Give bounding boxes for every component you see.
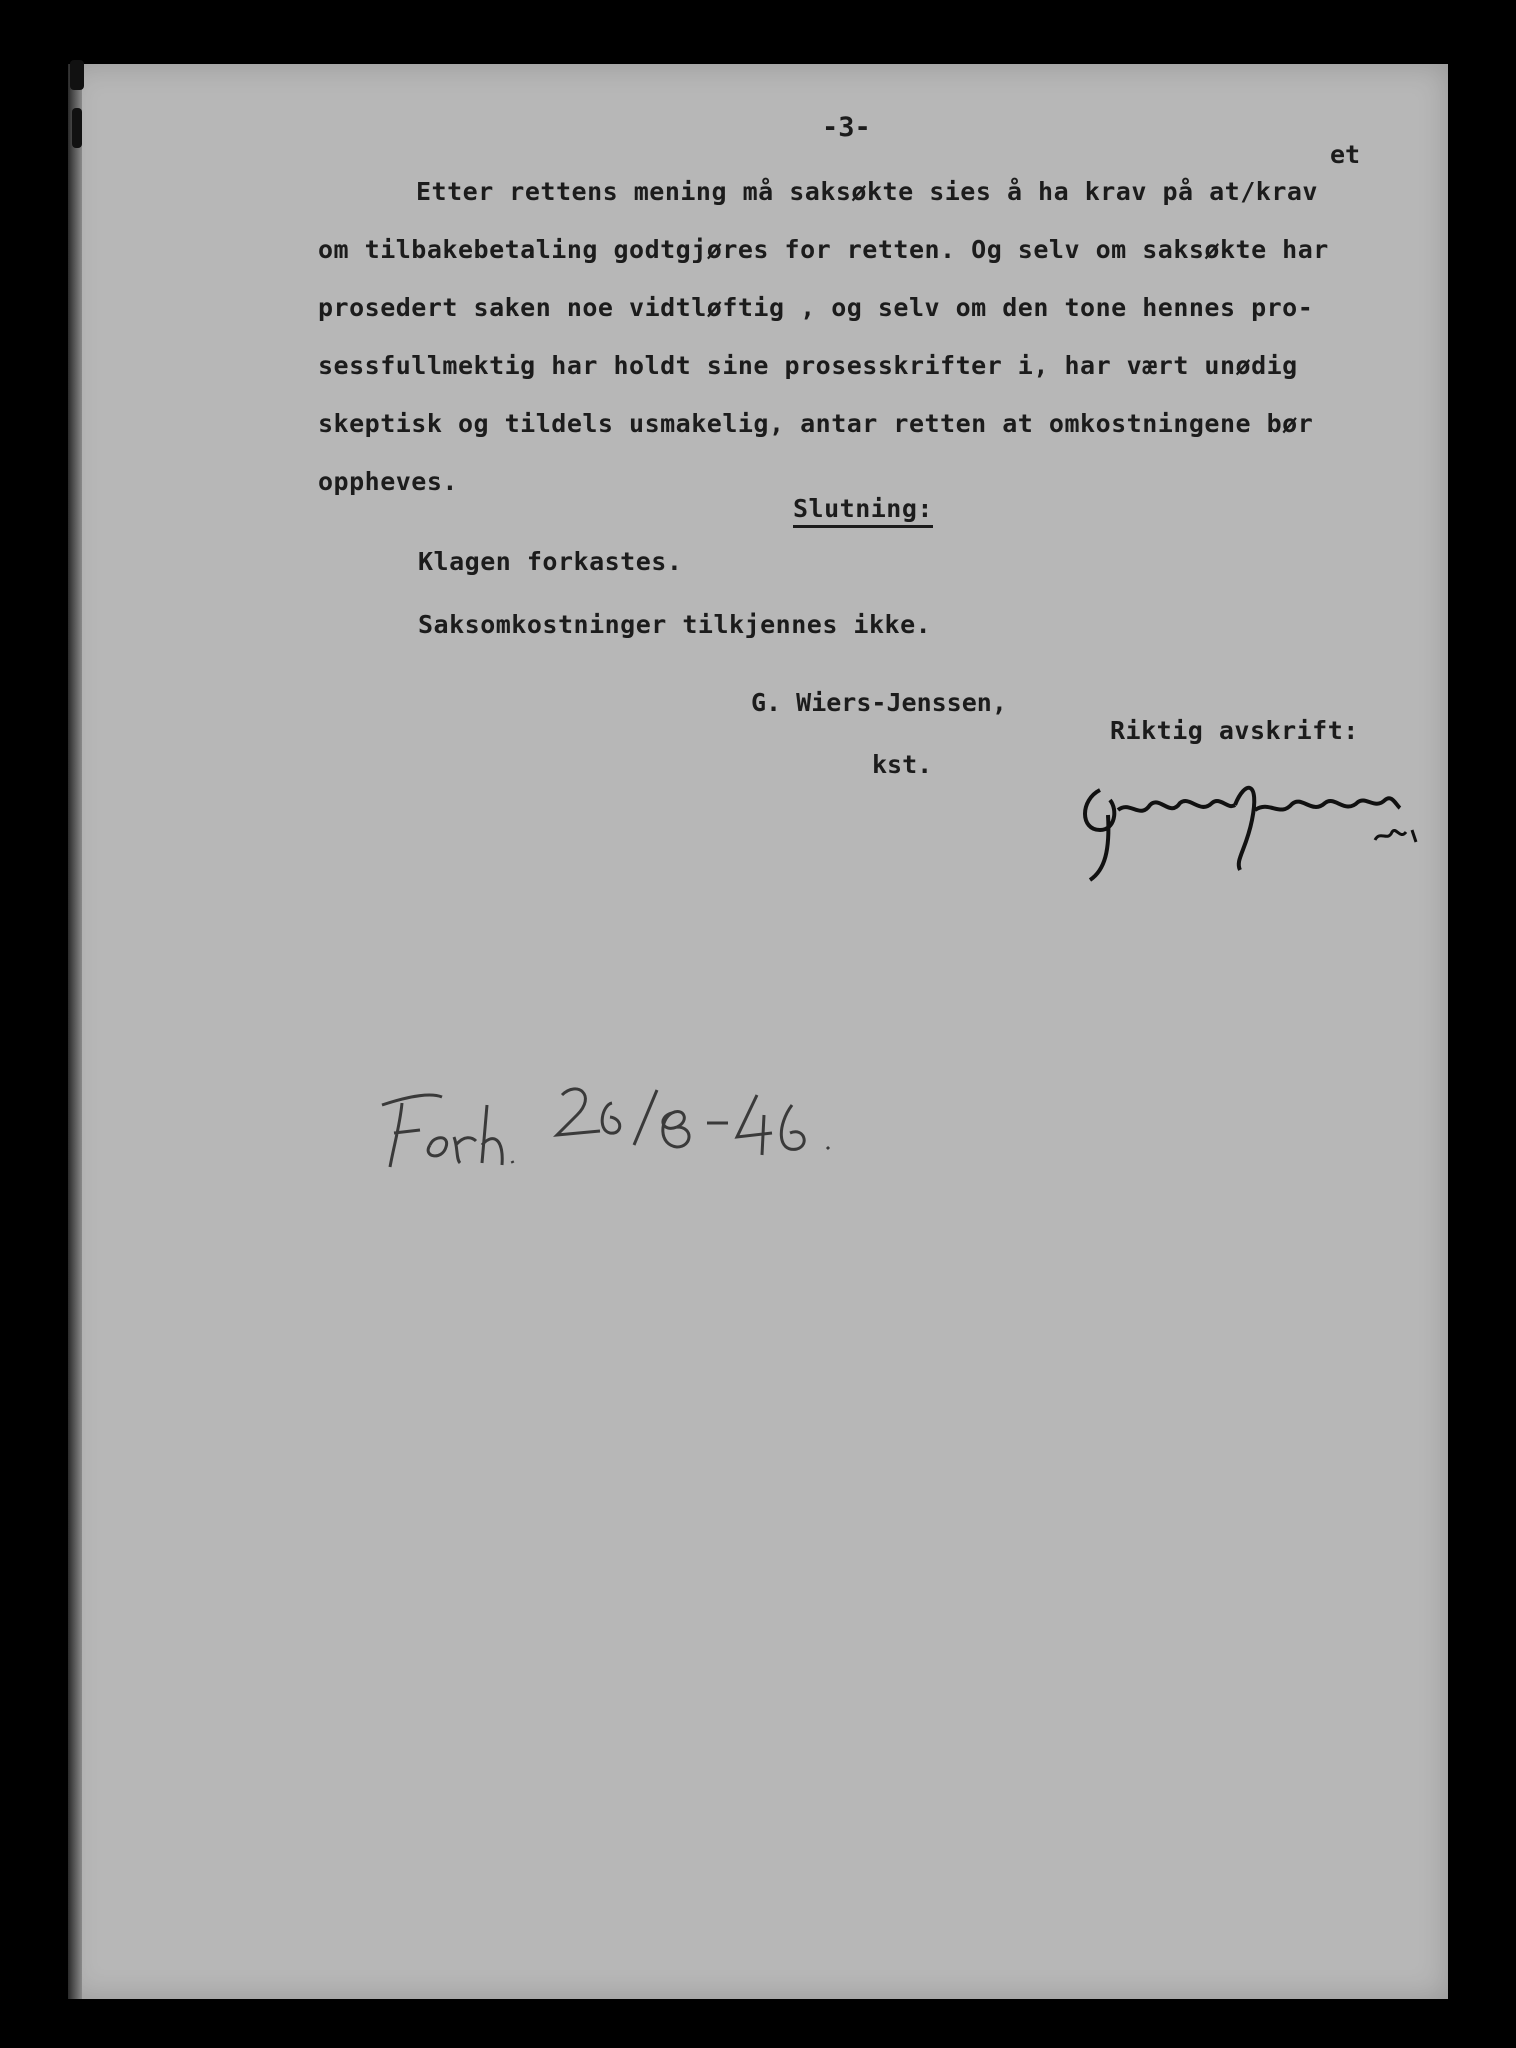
signer-name: G. Wiers-Jenssen, [751,688,1007,717]
ruling-line: Klagen forkastes. [418,547,683,576]
ruling-heading: Slutning: [793,494,933,528]
page-left-edge [68,64,82,1999]
paragraph-line: sessfullmektig har holdt sine prosesskrifter i, har vært unødig [318,351,1298,380]
page-number: -3- [822,112,871,143]
binding-hole-mark [70,60,84,90]
paragraph-line: om tilbakebetaling godtgjøres for retten. Og selv om saksøkte har [318,235,1329,264]
signer-title: kst. [872,750,933,779]
handwritten-signature [1070,770,1430,890]
body-paragraph [318,163,1418,511]
paragraph-line: Etter rettens mening må saksøkte sies å ha krav på at/krav [416,177,1318,206]
paragraph-line: skeptisk og tildels usmakelig, antar retten at omkostningene bør [318,409,1314,438]
certified-copy-label: Riktig avskrift: [1110,716,1359,745]
paragraph-line: prosedert saken noe vidtløftig , og selv om den tone hennes pro- [318,293,1314,322]
handwritten-note [372,1075,842,1175]
ruling-line: Saksomkostninger tilkjennes ikke. [418,610,932,639]
handwritten-insertion: et [1330,140,1361,169]
binding-hole-mark [72,108,82,148]
paragraph-line: oppheves. [318,467,458,496]
ruling-block [418,533,931,659]
